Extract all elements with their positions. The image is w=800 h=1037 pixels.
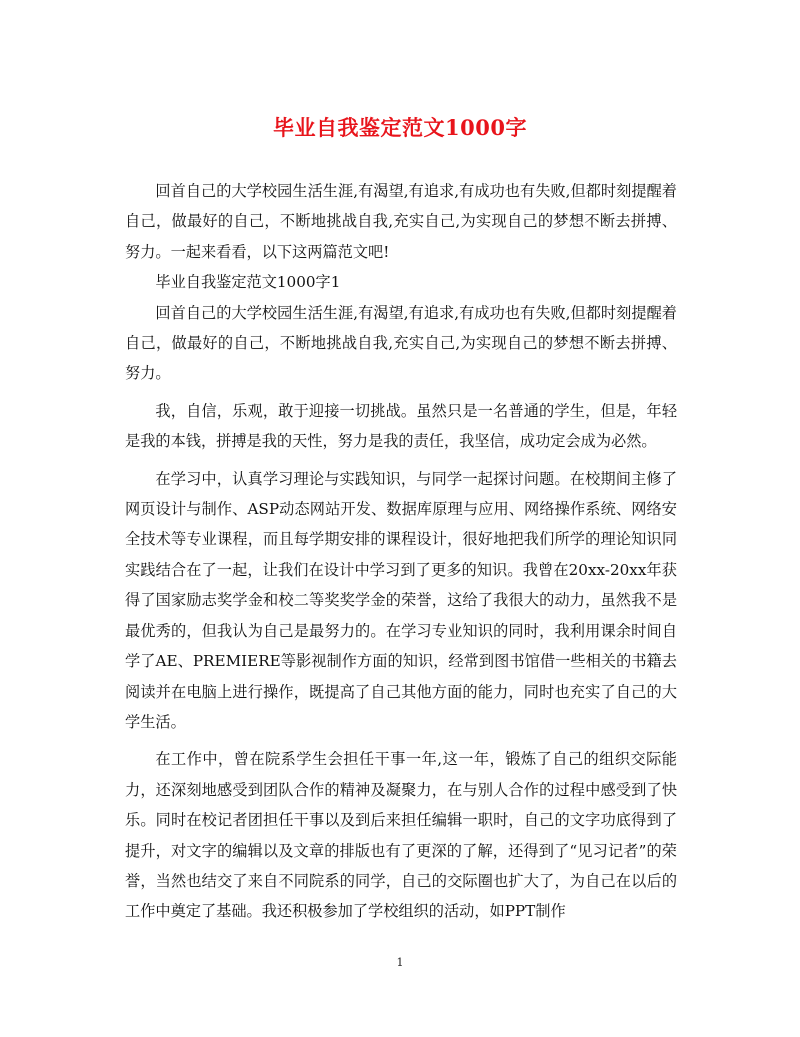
body-paragraph: 在学习中，认真学习理论与实践知识，与同学一起探讨问题。在校期间主修了网页设计与制作、ASP动态网站开发、数据库原理与应用、网络操作系统、网络安全技术等专业课程，而且每学期安排的课程设计，很好地把我们所学的理论知识同实践结合在了一起，让我们在设计中学习到了更多的知识。我曾在20xx-20xx年获得了国家励志奖学金和校二等奖奖学金的荣誉，这给了我很大的动力，虽然我不是最优秀的，但我认为自己是最努力的。在学习专业知识的同时，我利用课余时间自学了AE、PREMIERE等影视制作方面的知识，经常到图书馆借一些相关的书籍去阅读并在电脑上进行操作，既提高了自己其他方面的能力，同时也充实了自己的大学生活。 xyxy=(125,469,677,731)
intro-paragraph: 回首自己的大学校园生活生涯,有渴望,有追求,有成功也有失败,但都时刻提醒着自己，做最好的自己，不断地挑战自我,充实自己,为实现自己的梦想不断去拼搏、努力。一起来看看，以下这两篇范文吧! xyxy=(125,182,677,261)
page-number: 1 xyxy=(396,956,404,969)
body-paragraph: 我，自信，乐观，敢于迎接一切挑战。虽然只是一名普通的学生，但是，年轻是我的本钱，拼搏是我的天性，努力是我的责任，我坚信，成功定会成为必然。 xyxy=(125,401,677,451)
body-paragraph: 在工作中，曾在院系学生会担任干事一年,这一年，锻炼了自己的组织交际能力，还深刻地感受到团队合作的精神及凝聚力，在与别人合作的过程中感受到了快乐。同时在校记者团担任干事以及到后来担任编辑一职时，自己的文字功底得到了提升，对文字的编辑以及文章的排版也有了更深的了解，还得到了“见习记者”的荣誉，当然也结交了来自不同院系的同学，自己的交际圈也扩大了，为自己在以后的工作中奠定了基础。我还积极参加了学校组织的活动，如PPT制作 xyxy=(125,750,677,921)
document-title: 毕业自我鉴定范文1000字 xyxy=(273,115,527,140)
section-heading: 毕业自我鉴定范文1000字1 xyxy=(155,273,341,292)
body-paragraph: 回首自己的大学校园生活生涯,有渴望,有追求,有成功也有失败,但都时刻提醒着自己，做最好的自己，不断地挑战自我,充实自己,为实现自己的梦想不断去拼搏、努力。 xyxy=(125,303,677,383)
document-body xyxy=(125,176,677,927)
